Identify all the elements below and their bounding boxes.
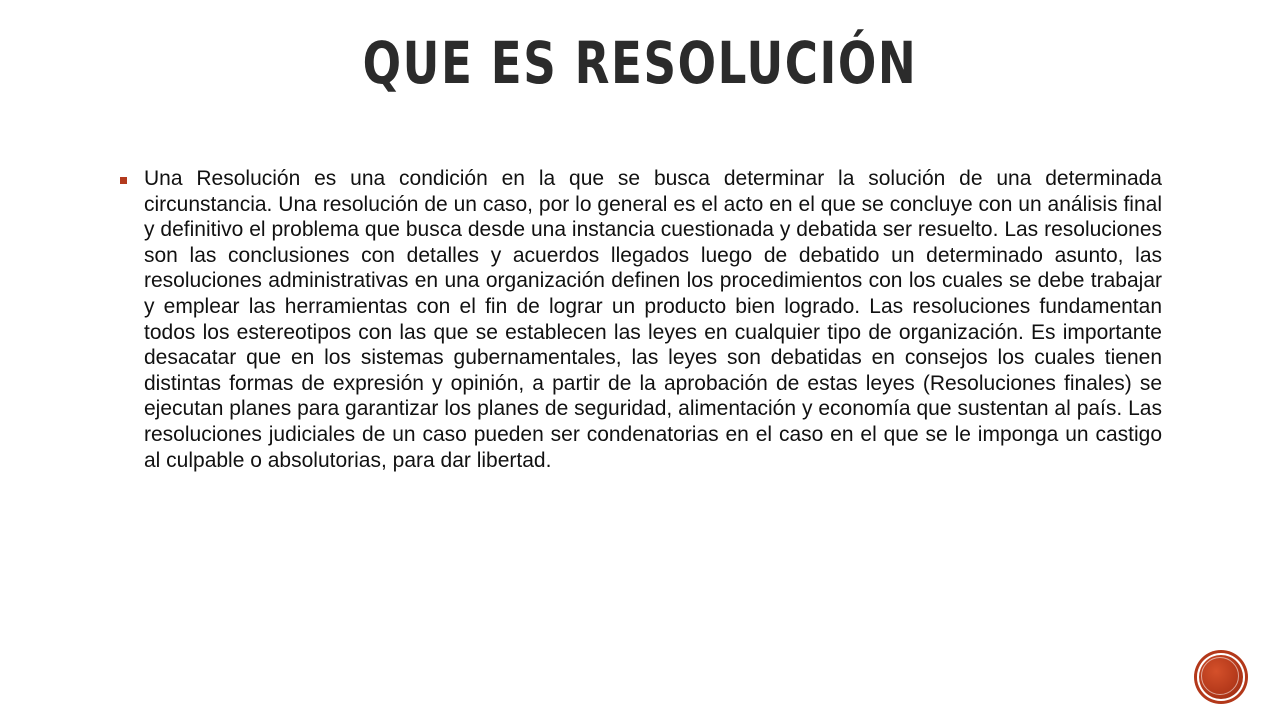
slide-title: QUE ES RESOLUCIÓN	[362, 29, 918, 97]
square-bullet-icon	[120, 177, 127, 184]
slide-number-badge-icon	[1197, 653, 1245, 701]
bullet-text: Una Resolución es una condición en la que se busca determinar la solución de una determinada circunstancia. Una resolución de un caso, por lo general es el acto en el que se concluye con un análisis final y definitivo el problema que busca desde una instancia cuestionada y debatida ser resuelto. Las resoluciones son las conclusiones con detalles y acuerdos llegados luego de debatido un determinado asunto, las resoluciones administrativas en una organización definen los procedimientos con los cuales se debe trabajar y emplear las herramientas con el fin de lograr un producto bien logrado. Las resoluciones fundamentan todos los estereotipos con las que se establecen las leyes en cualquier tipo de organización. Es importante desacatar que en los sistemas gubernamentales, las leyes son debatidas en consejos los cuales tienen distintas formas de expresión y opinión, a partir de la aprobación de estas leyes (Resoluciones finales) se ejecutan planes para garantizar los planes de seguridad, alimentación y economía que sustentan al país. Las resoluciones judiciales de un caso pueden ser condenatorias en el caso en el que se le imponga un castigo al culpable o absolutorias, para dar libertad.	[144, 167, 1162, 472]
bullet-item	[120, 166, 1162, 473]
